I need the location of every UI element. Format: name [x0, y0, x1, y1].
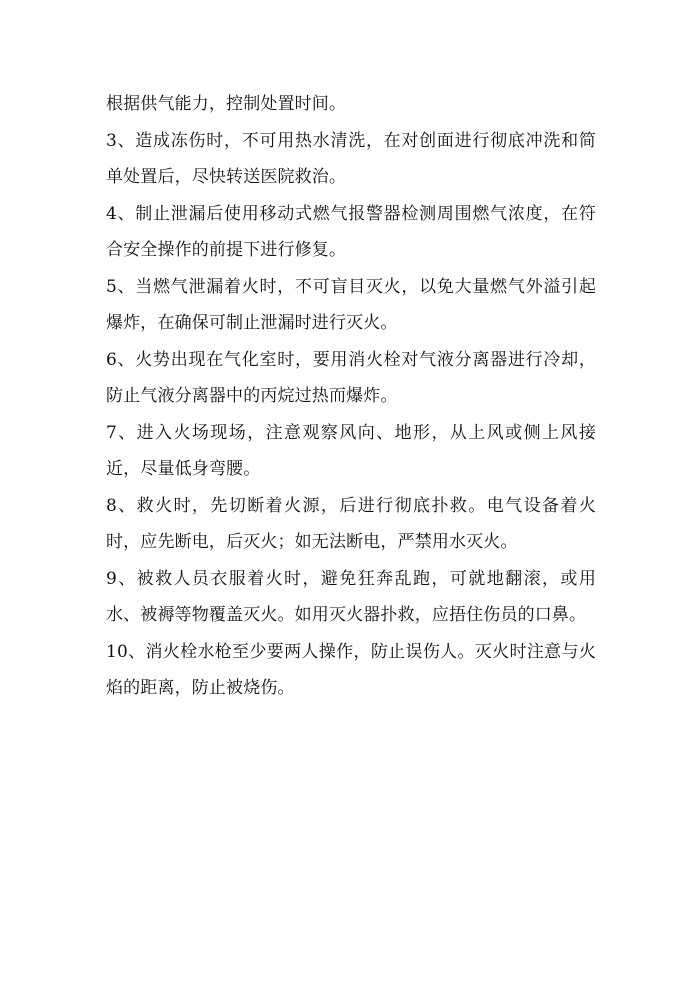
paragraph-item-9: 9、被救人员衣服着火时，避免狂奔乱跑，可就地翻滚，或用水、被褥等物覆盖灭火。如用灭火器扑救，应捂住伤员的口鼻。	[106, 568, 596, 625]
document-body	[106, 86, 596, 707]
paragraph-item-10: 10、消火栓水枪至少要两人操作，防止误伤人。灭火时注意与火焰的距离，防止被烧伤。	[106, 641, 596, 698]
paragraph-item-5: 5、当燃气泄漏着火时，不可盲目灭火，以免大量燃气外溢引起爆炸，在确保可制止泄漏时进行灭火。	[106, 276, 596, 333]
paragraph-item-4: 4、制止泄漏后使用移动式燃气报警器检测周围燃气浓度，在符合安全操作的前提下进行修复。	[106, 203, 596, 260]
paragraph-item-8: 8、救火时，先切断着火源，后进行彻底扑救。电气设备着火时，应先断电，后灭火；如无法断电，严禁用水灭火。	[106, 495, 596, 552]
paragraph-continuation: 根据供气能力，控制处置时间。	[106, 94, 347, 114]
paragraph-item-3: 3、造成冻伤时，不可用热水清洗，在对创面进行彻底冲洗和简单处置后，尽快转送医院救治。	[106, 130, 596, 187]
paragraph-item-7: 7、进入火场现场，注意观察风向、地形，从上风或侧上风接近，尽量低身弯腰。	[106, 422, 596, 479]
paragraph-item-6: 6、火势出现在气化室时，要用消火栓对气液分离器进行冷却，防止气液分离器中的丙烷过热而爆炸。	[106, 349, 596, 406]
